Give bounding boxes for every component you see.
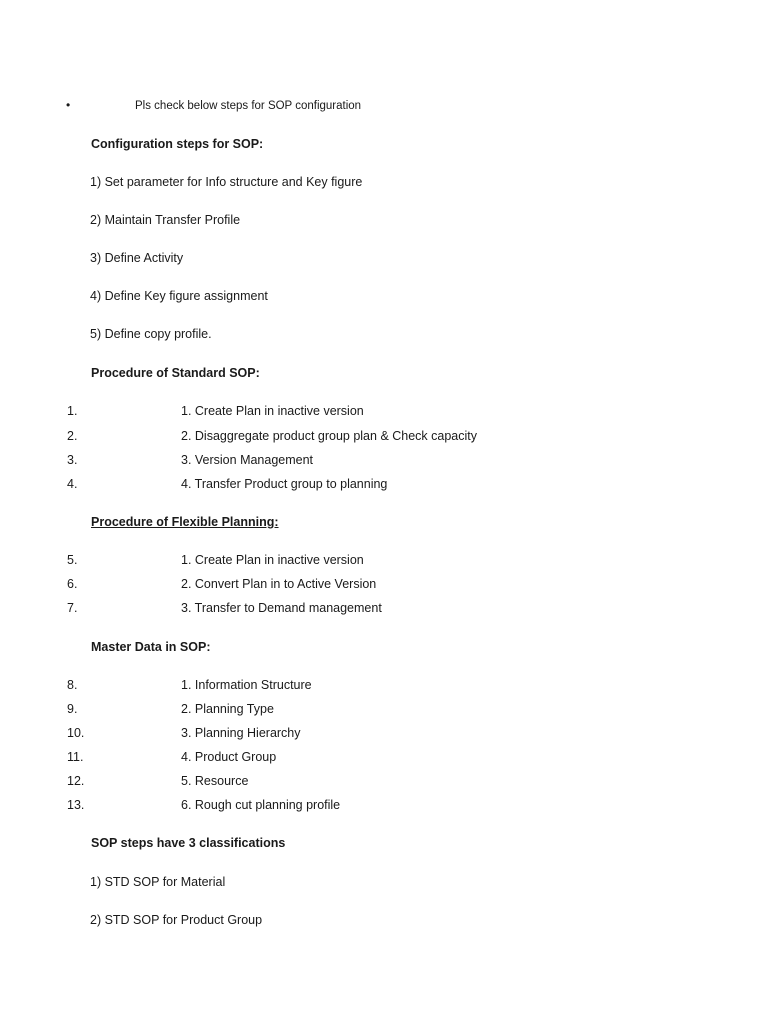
list-marker: 10. — [67, 726, 85, 740]
list-item: 3. Planning Hierarchy — [181, 726, 301, 740]
list-marker: 4. — [67, 477, 78, 491]
config-heading: Configuration steps for SOP: — [91, 137, 264, 151]
list-marker: 12. — [67, 774, 85, 788]
flexible-planning-heading: Procedure of Flexible Planning: — [91, 515, 279, 529]
list-marker: 9. — [67, 702, 78, 716]
config-step: 1) Set parameter for Info structure and Key figure — [90, 175, 363, 189]
bullet-marker: • — [66, 98, 71, 112]
list-marker: 1. — [67, 404, 78, 418]
list-item: 1. Create Plan in inactive version — [181, 404, 364, 418]
master-data-heading: Master Data in SOP: — [91, 640, 211, 654]
list-marker: 5. — [67, 553, 78, 567]
list-item: 6. Rough cut planning profile — [181, 798, 341, 812]
list-item: 2. Disaggregate product group plan & Check capacity — [181, 429, 478, 443]
list-marker: 11. — [67, 750, 84, 764]
list-marker: 2. — [67, 429, 78, 443]
classifications-heading: SOP steps have 3 classifications — [91, 836, 286, 850]
intro-text: Pls check below steps for SOP configuration — [135, 100, 362, 112]
list-item: 5. Resource — [181, 774, 249, 788]
list-item: 3. Version Management — [181, 453, 314, 467]
list-item: 3. Transfer to Demand management — [181, 601, 382, 615]
config-step: 5) Define copy profile. — [90, 327, 212, 341]
list-item: 1. Create Plan in inactive version — [181, 553, 364, 567]
config-step: 3) Define Activity — [90, 251, 184, 265]
list-marker: 8. — [67, 678, 78, 692]
list-marker: 7. — [67, 601, 78, 615]
standard-sop-heading: Procedure of Standard SOP: — [91, 366, 260, 380]
list-marker: 13. — [67, 798, 85, 812]
config-step: 4) Define Key figure assignment — [90, 289, 268, 303]
list-marker: 6. — [67, 577, 78, 591]
list-item: 2. Planning Type — [181, 702, 274, 716]
list-item: 1. Information Structure — [181, 678, 312, 692]
list-marker: 3. — [67, 453, 78, 467]
list-item: 4. Transfer Product group to planning — [181, 477, 388, 491]
list-item: 4. Product Group — [181, 750, 277, 764]
config-step: 2) Maintain Transfer Profile — [90, 213, 241, 227]
classification-item: 2) STD SOP for Product Group — [90, 913, 263, 927]
classification-item: 1) STD SOP for Material — [90, 875, 226, 889]
list-item: 2. Convert Plan in to Active Version — [181, 577, 377, 591]
